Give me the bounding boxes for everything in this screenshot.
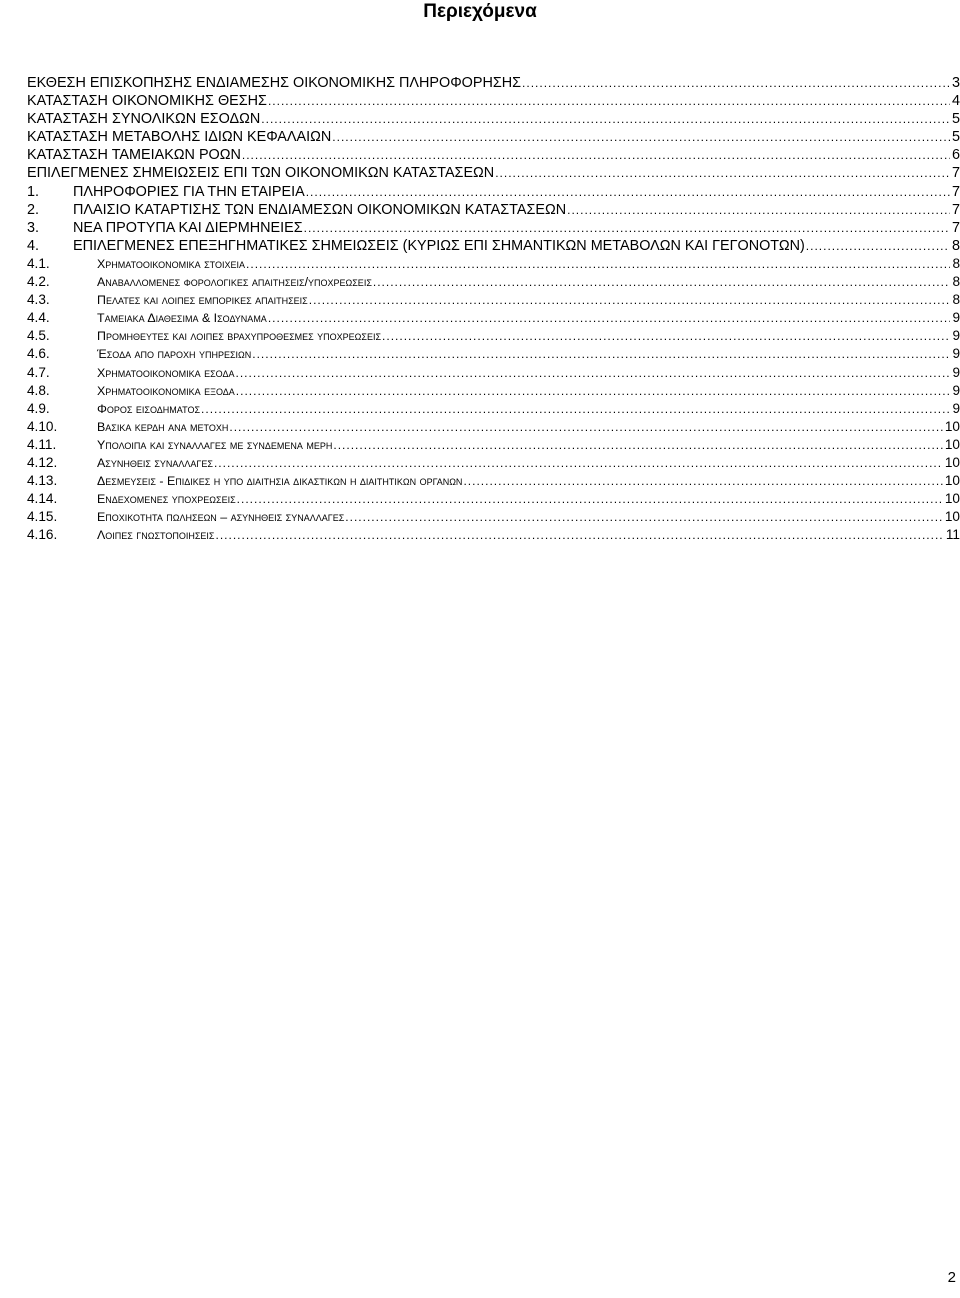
- toc-entry-number: 4.12.: [27, 454, 58, 470]
- toc-entry[interactable]: [27, 436, 960, 454]
- toc-dot-leader: [252, 345, 950, 363]
- toc-entry-label: Λοιπες γνωστοποιησεις: [97, 528, 215, 543]
- toc-entry[interactable]: [27, 291, 960, 309]
- toc-dot-leader: [237, 490, 943, 508]
- toc-entry-number: 4.11.: [27, 436, 57, 452]
- toc-entry[interactable]: [27, 273, 960, 291]
- toc-entry[interactable]: [27, 490, 960, 508]
- toc-entry-page: 9: [952, 400, 960, 416]
- toc-dot-leader: [495, 164, 950, 182]
- toc-entry-number: 4.10.: [27, 418, 58, 434]
- toc-dot-leader: [229, 418, 943, 436]
- toc-entry[interactable]: [27, 146, 960, 164]
- toc-entry[interactable]: [27, 418, 960, 436]
- toc-entry-label: Χρηματοοικονομικα εσοδα: [97, 365, 235, 380]
- toc-entry-label: ΠΛΑΙΣΙΟ ΚΑΤΑΡΤΙΣΗΣ ΤΩΝ ΕΝΔΙΑΜΕΣΩΝ ΟΙΚΟΝΟΜΙΚΩΝ ΚΑΤΑΣΤΑΣΕΩΝ: [73, 201, 567, 218]
- toc-entry-page: 11: [945, 527, 960, 543]
- toc-entry[interactable]: [27, 472, 960, 490]
- toc-entry-label: ΕΠΙΛΕΓΜΕΝΕΣ ΣΗΜΕΙΩΣΕΙΣ ΕΠΙ ΤΩΝ ΟΙΚΟΝΟΜΙΚΩΝ ΚΑΤΑΣΤΑΣΕΩΝ: [27, 165, 495, 182]
- toc-entry-label: Χρηματοοικονομικα στοιχεια: [97, 256, 246, 271]
- toc-entry-label: Αναβαλλομενες φορολογικες απαιτησεις/υποχρεωσεις: [97, 275, 372, 290]
- page-title: Περιεχόμενα: [423, 1, 537, 22]
- toc-entry-page: 7: [951, 183, 960, 200]
- toc-entry-label: ΚΑΤΑΣΤΑΣΗ ΜΕΤΑΒΟΛΗΣ ΙΔΙΩΝ ΚΕΦΑΛΑΙΩΝ: [27, 129, 332, 146]
- toc-entry-number: 3.: [27, 219, 40, 236]
- toc-entry-number: 1.: [27, 183, 40, 200]
- toc-entry-page: 9: [952, 364, 960, 380]
- toc-entry-number: 4.9.: [27, 400, 50, 416]
- toc-entry-label: Εποχικοτητα πωλησεων – ασυνηθεις συναλλαγες: [97, 510, 345, 525]
- toc-entry-page: 10: [944, 454, 960, 470]
- toc-entry[interactable]: [27, 454, 960, 472]
- toc-entry-page: 5: [951, 111, 960, 128]
- toc-entry-number: 4.3.: [27, 292, 50, 308]
- toc-dot-leader: [333, 436, 943, 454]
- toc-entry[interactable]: [27, 382, 960, 400]
- toc-entry-label: ΠΛΗΡΟΦΟΡΙΕΣ ΓΙΑ ΤΗΝ ΕΤΑΙΡΕΙΑ: [73, 183, 305, 200]
- toc-entry[interactable]: [27, 183, 960, 201]
- toc-entry-page: 9: [952, 310, 960, 326]
- toc-entry-number: 2.: [27, 201, 40, 218]
- toc-entry[interactable]: [27, 327, 960, 345]
- toc-entry-page: 5: [951, 129, 960, 146]
- toc-entry[interactable]: [27, 201, 960, 219]
- toc-entry-page: 7: [951, 219, 960, 236]
- toc-entry-number: 4.: [27, 237, 40, 254]
- toc-dot-leader: [522, 74, 950, 92]
- toc-entry-label: Ενδεχομενες υποχρεωσεις: [97, 492, 236, 507]
- toc-dot-leader: [382, 327, 950, 345]
- toc-entry-page: 8: [952, 274, 960, 290]
- toc-entry[interactable]: [27, 237, 960, 255]
- toc-dot-leader: [806, 237, 950, 255]
- toc-entry-page: 3: [951, 75, 960, 91]
- toc-dot-leader: [242, 146, 950, 164]
- toc-entry-label: ΚΑΤΑΣΤΑΣΗ ΟΙΚΟΝΟΜΙΚΗΣ ΘΕΣΗΣ: [27, 93, 267, 110]
- toc-dot-leader: [236, 382, 951, 400]
- toc-entry-page: 10: [944, 491, 960, 507]
- toc-entry-label: ΕΚΘΕΣΗ ΕΠΙΣΚΟΠΗΣΗΣ ΕΝΔΙΑΜΕΣΗΣ ΟΙΚΟΝΟΜΙΚΗΣ ΠΛΗΡΟΦΟΡΗΣΗΣ: [27, 75, 522, 91]
- toc-dot-leader: [345, 508, 943, 526]
- toc-entry-page: 4: [951, 93, 960, 110]
- toc-entry[interactable]: [27, 309, 960, 327]
- toc-entry-label: ΝΕΑ ΠΡΟΤΥΠΑ ΚΑΙ ΔΙΕΡΜΗΝΕΙΕΣ: [73, 219, 303, 236]
- toc-dot-leader: [261, 110, 950, 128]
- toc-entry-number: 4.15.: [27, 509, 58, 525]
- toc-entry-page: 9: [952, 328, 960, 344]
- toc-dot-leader: [332, 128, 950, 146]
- toc-entry-number: 4.5.: [27, 328, 50, 344]
- toc-dot-leader: [306, 183, 950, 201]
- toc-dot-leader: [309, 291, 951, 309]
- toc-entry[interactable]: [27, 164, 960, 182]
- toc-entry[interactable]: [27, 74, 960, 92]
- toc-entry-label: Έσοδα απο παροχη υπηρεσιων: [97, 347, 252, 362]
- toc-dot-leader: [463, 472, 942, 490]
- toc-entry-page: 10: [944, 509, 960, 525]
- toc-entry-page: 7: [951, 165, 960, 182]
- toc-entry-number: 4.7.: [27, 364, 50, 380]
- toc-entry-page: 9: [952, 346, 960, 362]
- toc-entry-page: 6: [951, 147, 960, 164]
- toc-dot-leader: [268, 92, 950, 110]
- toc-entry[interactable]: [27, 255, 960, 273]
- toc-entry[interactable]: [27, 364, 960, 382]
- toc-entry-label: Φορος εισοδηματος: [97, 401, 201, 416]
- toc-entry-page: 9: [952, 382, 960, 398]
- toc-entry[interactable]: [27, 508, 960, 526]
- toc-dot-leader: [236, 364, 951, 382]
- toc-entry-number: 4.16.: [27, 527, 58, 543]
- toc-entry-label: Προμηθευτες και λοιπες βραχυπροθεσμες υποχρεωσεις: [97, 329, 382, 344]
- toc-entry-number: 4.13.: [27, 473, 58, 489]
- toc-entry-page: 7: [951, 201, 960, 218]
- toc-entry-label: Υπολοιπα και συναλλαγες με συνδεμενα μερη: [97, 437, 333, 452]
- toc-entry-label: Ταμειακα Διαθεσιμα & Ισοδυναμα: [97, 311, 267, 326]
- toc-entry-label: ΚΑΤΑΣΤΑΣΗ ΣΥΝΟΛΙΚΩΝ ΕΣΟΔΩΝ: [27, 111, 261, 128]
- toc-entry-label: Βασικα κερδη ανα μετοχη: [97, 419, 229, 434]
- toc-entry-number: 4.4.: [27, 310, 50, 326]
- toc-dot-leader: [216, 526, 944, 544]
- toc-entry[interactable]: [27, 128, 960, 146]
- toc-dot-leader: [268, 309, 951, 327]
- toc-entry[interactable]: [27, 345, 960, 363]
- toc-entry[interactable]: [27, 400, 960, 418]
- toc-entry-label: Δεσμευσεις - Επιδικες η υπο διαιτησια δικαστικων η διαιτητικων οργανων: [97, 474, 463, 489]
- toc-dot-leader: [304, 219, 950, 237]
- toc-entry-label: ΚΑΤΑΣΤΑΣΗ ΤΑΜΕΙΑΚΩΝ ΡΟΩΝ: [27, 147, 241, 164]
- toc-entry-page: 8: [952, 292, 960, 308]
- page-number: 2: [947, 1269, 956, 1286]
- toc-entry-label: Ασυνηθεις συναλλαγες: [97, 455, 213, 470]
- toc-entry-page: 10: [944, 418, 960, 434]
- toc-entry-number: 4.1.: [27, 255, 50, 271]
- toc-dot-leader: [373, 273, 951, 291]
- table-of-contents: [27, 74, 960, 544]
- toc-entry-number: 4.2.: [27, 274, 50, 290]
- toc-entry[interactable]: [27, 110, 960, 128]
- toc-entry-number: 4.8.: [27, 382, 50, 398]
- toc-dot-leader: [214, 454, 943, 472]
- toc-dot-leader: [567, 201, 950, 219]
- toc-entry-number: 4.6.: [27, 346, 50, 362]
- toc-entry-label: Χρηματοοικονομικα εξοδα: [97, 383, 235, 398]
- toc-entry-label: Πελατες και λοιπες εμπορικες απαιτησεις: [97, 293, 308, 308]
- toc-entry-page: 10: [944, 473, 960, 489]
- toc-entry-label: ΕΠΙΛΕΓΜΕΝΕΣ ΕΠΕΞΗΓΗΜΑΤΙΚΕΣ ΣΗΜΕΙΩΣΕΙΣ (ΚΥΡΙΩΣ ΕΠΙ ΣΗΜΑΝΤΙΚΩΝ ΜΕΤΑΒΟΛΩΝ ΚΑΙ ΓΕΓΟΝΟΤΩΝ): [73, 237, 805, 254]
- toc-entry-number: 4.14.: [27, 491, 58, 507]
- toc-entry-page: 10: [944, 436, 960, 452]
- toc-entry-page: 8: [952, 255, 960, 271]
- toc-dot-leader: [246, 255, 950, 273]
- toc-entry[interactable]: [27, 92, 960, 110]
- toc-entry[interactable]: [27, 526, 960, 544]
- toc-entry-page: 8: [951, 237, 960, 254]
- toc-entry[interactable]: [27, 219, 960, 237]
- toc-dot-leader: [201, 400, 950, 418]
